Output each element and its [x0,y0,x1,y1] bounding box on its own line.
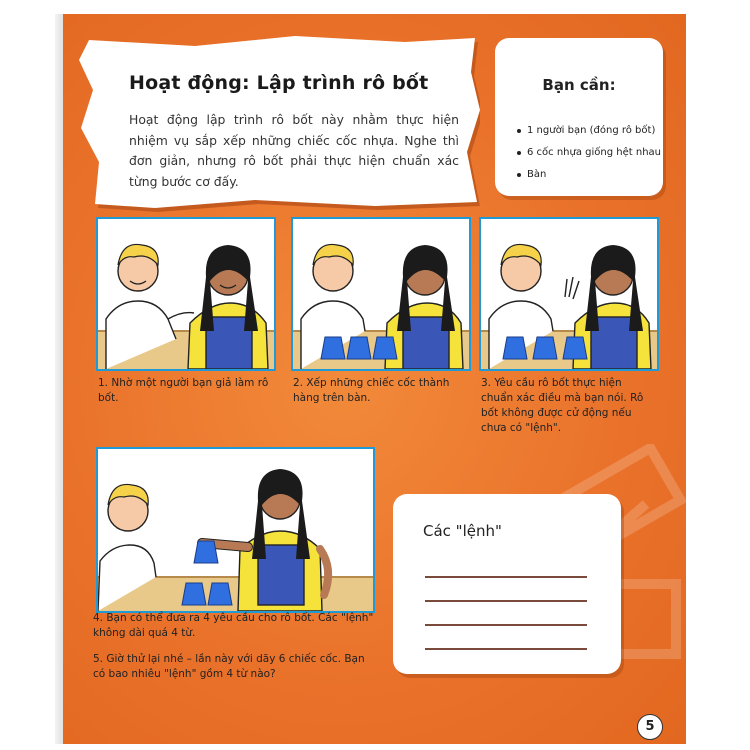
activity-title: Hoạt động: Lập trình rô bốt [129,72,429,94]
page-number: 5 [637,714,663,740]
book-page [63,14,686,744]
cup-icon [503,337,587,359]
raised-hand-icon [565,277,579,299]
commands-title: Các "lệnh" [423,522,502,540]
intro-box [75,32,480,212]
kids-cups-illustration [481,219,657,369]
commands-box [393,494,621,674]
materials-list [515,120,661,186]
materials-title: Bạn cần: [542,76,616,94]
step-1-caption: 1. Nhờ một người bạn giả làm rô bốt. [98,377,269,404]
command-line[interactable] [425,624,587,626]
kids-illustration [98,219,274,369]
step-4-caption: 4. Bạn có thể đưa ra 4 yêu cầu cho rô bốt. Các "lệnh" không dài quá 4 từ. [93,612,374,639]
materials-item: 6 cốc nhựa giống hệt nhau [515,142,661,164]
activity-description: Hoạt động lập trình rô bốt này nhằm thực hiện nhiệm vụ sắp xếp những chiếc cốc nhựa. Nghe thì đơn giản, nhưng rô bốt phải thực hiện chuẩn xác từng bước cơ đấy. [129,112,459,189]
materials-box [495,38,663,196]
cup-icon [321,337,397,359]
kids-cups-illustration [293,219,469,369]
robot-stacking-illustration [98,449,373,611]
step-3-caption: 3. Yêu cầu rô bốt thực hiện chuẩn xác điều mà bạn nói. Rô bốt không được cử động nếu chưa có "lệnh". [481,377,644,434]
materials-item: Bàn [515,164,661,186]
step-2-caption: 2. Xếp những chiếc cốc thành hàng trên bàn. [293,377,450,404]
command-line[interactable] [425,600,587,602]
step-1-illustration [96,217,276,371]
step-4-illustration [96,447,375,613]
command-line[interactable] [425,576,587,578]
step-3-illustration [479,217,659,371]
step-5-caption: 5. Giờ thử lại nhé – lần này với dãy 6 chiếc cốc. Bạn có bao nhiêu "lệnh" gồm 4 từ nào? [93,653,365,680]
step-2-illustration [291,217,471,371]
command-line[interactable] [425,648,587,650]
materials-item: 1 người bạn (đóng rô bốt) [515,120,661,142]
